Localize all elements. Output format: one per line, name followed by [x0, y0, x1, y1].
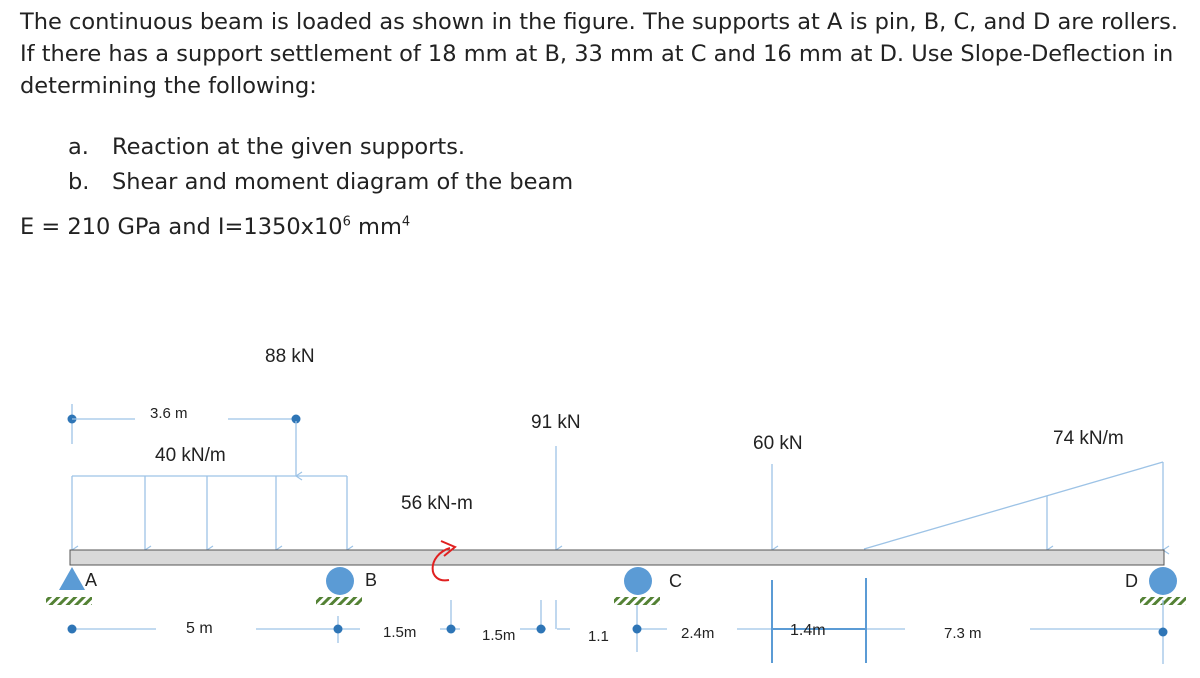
- dim-label-5m: 5 m: [186, 620, 213, 637]
- load-label-91kn: 91 kN: [531, 412, 581, 433]
- triangular-load: [864, 462, 1163, 550]
- question-text-b: Shear and moment diagram of the beam: [112, 169, 574, 195]
- support-label-a: A: [85, 570, 98, 590]
- question-label-a: a.: [68, 134, 89, 160]
- support-b-roller: [316, 567, 362, 605]
- load-label-moment: 56 kN-m: [401, 493, 473, 514]
- load-label-triangular: 74 kN/m: [1053, 428, 1124, 449]
- constants-prefix: E = 210 GPa and I=1350x10: [20, 214, 343, 240]
- support-d-roller: [1140, 567, 1186, 605]
- dim-label-7-3m: 7.3 m: [944, 625, 982, 642]
- support-label-c: C: [669, 571, 682, 591]
- problem-text: The continuous beam is loaded as shown in the figure. The supports at A is pin, B, C, and D are rollers. If there has a support settlement of 18 mm at B, 33 mm at C and 16 mm at D. Use Slope-Deflection in determining the following:: [20, 9, 1178, 99]
- question-label-b: b.: [68, 169, 90, 195]
- beam: [70, 550, 1164, 565]
- support-label-d: D: [1125, 571, 1138, 591]
- dim-label-1-1: 1.1: [588, 628, 609, 645]
- span-dimension-points: [68, 625, 1168, 637]
- support-label-b: B: [365, 570, 378, 590]
- dim-label-3-6m: 3.6 m: [150, 405, 188, 422]
- question-text-a: Reaction at the given supports.: [112, 134, 466, 160]
- constants-exponent: 6: [342, 214, 351, 230]
- dim-label-1-5m-b: 1.5m: [482, 627, 516, 644]
- load-label-60kn: 60 kN: [753, 433, 803, 454]
- dim-label-1-4m: 1.4m: [790, 622, 826, 639]
- dim-label-1-5m-a: 1.5m: [383, 624, 417, 641]
- constants-unit-exponent: 4: [401, 214, 411, 230]
- constants-unit: mm: [350, 214, 402, 240]
- load-label-udl: 40 kN/m: [155, 445, 226, 466]
- support-c-roller: [614, 567, 660, 605]
- span-dimension-ticks: [772, 578, 866, 663]
- udl-load: [72, 476, 347, 550]
- dim-label-2-4m: 2.4m: [681, 625, 715, 642]
- span-dimensions: [72, 600, 1163, 664]
- load-label-88kn: 88 kN: [265, 346, 315, 367]
